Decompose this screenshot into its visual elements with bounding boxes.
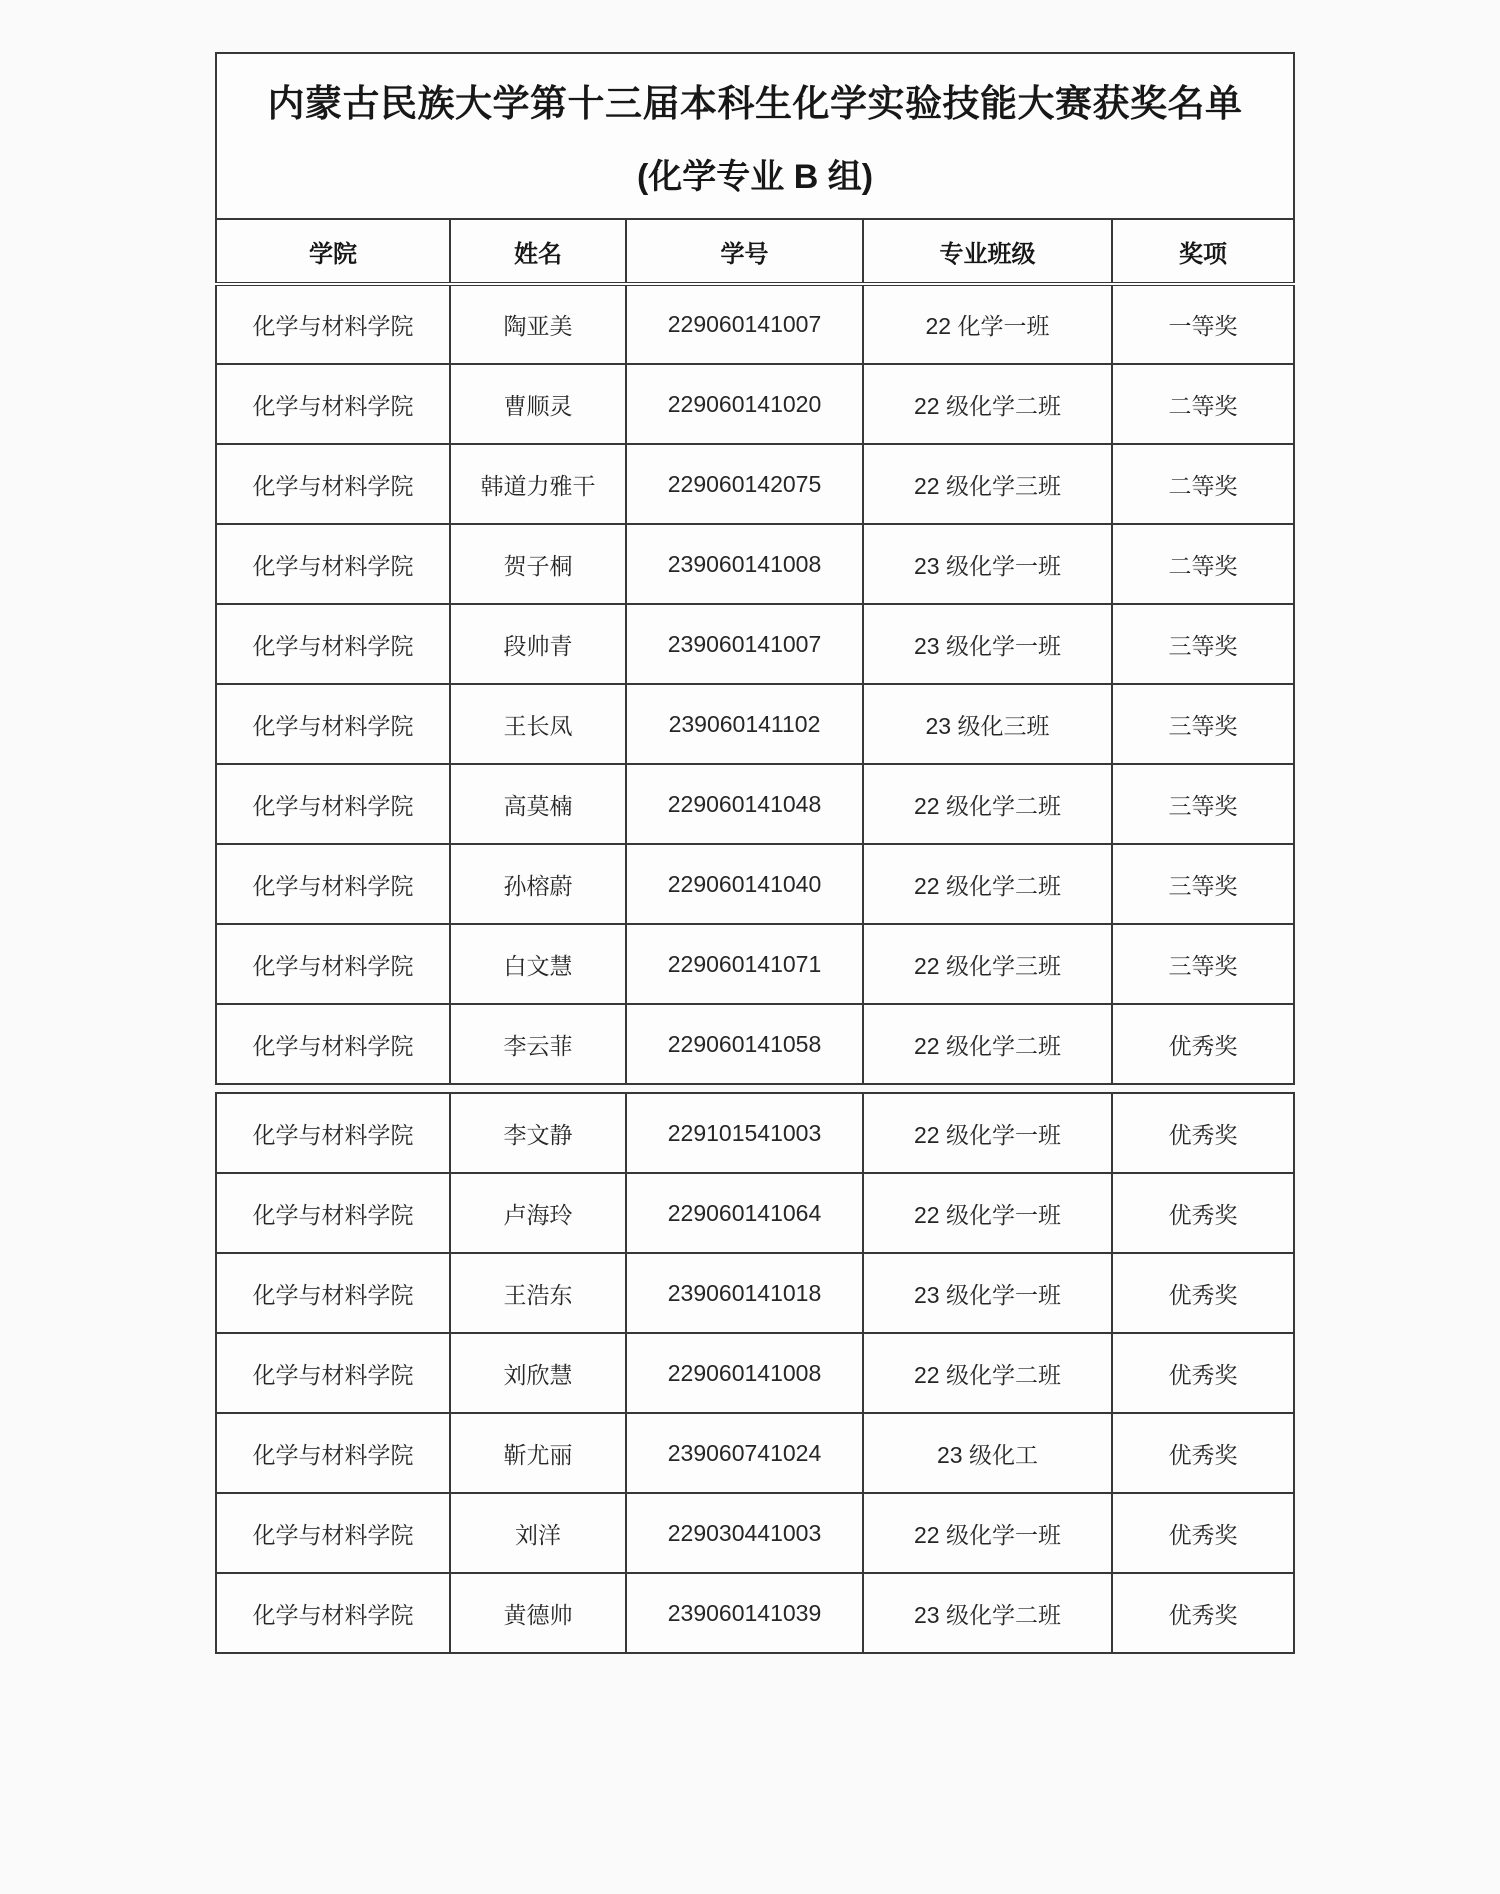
column-header-class: 专业班级 (863, 219, 1112, 284)
student-id-cell: 229060141007 (626, 284, 863, 364)
name-cell: 高莫楠 (450, 764, 626, 844)
award-cell: 优秀奖 (1112, 1333, 1294, 1413)
column-header-name: 姓名 (450, 219, 626, 284)
name-cell: 王浩东 (450, 1253, 626, 1333)
award-cell: 优秀奖 (1112, 1493, 1294, 1573)
award-cell: 优秀奖 (1112, 1004, 1294, 1084)
class-cell: 23 级化学二班 (863, 1573, 1112, 1653)
student-id-cell: 239060141018 (626, 1253, 863, 1333)
student-id-cell: 229030441003 (626, 1493, 863, 1573)
college-cell: 化学与材料学院 (216, 844, 450, 924)
award-cell: 优秀奖 (1112, 1413, 1294, 1493)
awards-table-top (215, 52, 1295, 1085)
class-cell: 22 级化学三班 (863, 924, 1112, 1004)
award-cell: 优秀奖 (1112, 1093, 1294, 1173)
college-cell: 化学与材料学院 (216, 1333, 450, 1413)
award-cell: 优秀奖 (1112, 1253, 1294, 1333)
table-row (216, 924, 1294, 1004)
table-row (216, 364, 1294, 444)
class-cell: 23 级化学一班 (863, 1253, 1112, 1333)
name-cell: 曹顺灵 (450, 364, 626, 444)
student-id-cell: 229060141020 (626, 364, 863, 444)
award-cell: 优秀奖 (1112, 1573, 1294, 1653)
college-cell: 化学与材料学院 (216, 364, 450, 444)
college-cell: 化学与材料学院 (216, 444, 450, 524)
name-cell: 刘洋 (450, 1493, 626, 1573)
student-id-cell: 229060141064 (626, 1173, 863, 1253)
college-cell: 化学与材料学院 (216, 1413, 450, 1493)
class-cell: 22 级化学一班 (863, 1093, 1112, 1173)
class-cell: 22 级化学一班 (863, 1493, 1112, 1573)
student-id-cell: 229060141058 (626, 1004, 863, 1084)
column-header-student-id: 学号 (626, 219, 863, 284)
award-cell: 三等奖 (1112, 844, 1294, 924)
award-cell: 一等奖 (1112, 284, 1294, 364)
name-cell: 李云菲 (450, 1004, 626, 1084)
class-cell: 23 级化工 (863, 1413, 1112, 1493)
college-cell: 化学与材料学院 (216, 1493, 450, 1573)
college-cell: 化学与材料学院 (216, 284, 450, 364)
table-row (216, 1004, 1294, 1084)
student-id-cell: 229060141040 (626, 844, 863, 924)
award-cell: 优秀奖 (1112, 1173, 1294, 1253)
table-row (216, 1573, 1294, 1653)
college-cell: 化学与材料学院 (216, 764, 450, 844)
class-cell: 22 级化学二班 (863, 844, 1112, 924)
college-cell: 化学与材料学院 (216, 924, 450, 1004)
award-cell: 二等奖 (1112, 364, 1294, 444)
class-cell: 22 化学一班 (863, 284, 1112, 364)
column-header-award: 奖项 (1112, 219, 1294, 284)
table-row (216, 1253, 1294, 1333)
document-title: 内蒙古民族大学第十三届本科生化学实验技能大赛获奖名单 (267, 82, 1243, 124)
table-row (216, 844, 1294, 924)
student-id-cell: 239060141008 (626, 524, 863, 604)
table-row (216, 1093, 1294, 1173)
class-cell: 23 级化三班 (863, 684, 1112, 764)
name-cell: 黄德帅 (450, 1573, 626, 1653)
college-cell: 化学与材料学院 (216, 1173, 450, 1253)
name-cell: 卢海玲 (450, 1173, 626, 1253)
student-id-cell: 239060141007 (626, 604, 863, 684)
table-row (216, 604, 1294, 684)
name-cell: 韩道力雅干 (450, 444, 626, 524)
student-id-cell: 229060141048 (626, 764, 863, 844)
award-cell: 二等奖 (1112, 524, 1294, 604)
name-cell: 贺子桐 (450, 524, 626, 604)
name-cell: 孙榕蔚 (450, 844, 626, 924)
table-row (216, 284, 1294, 364)
page (215, 52, 1293, 1654)
name-cell: 刘欣慧 (450, 1333, 626, 1413)
student-id-cell: 239060141102 (626, 684, 863, 764)
awards-table-bottom (215, 1092, 1295, 1654)
name-cell: 白文慧 (450, 924, 626, 1004)
class-cell: 23 级化学一班 (863, 604, 1112, 684)
class-cell: 22 级化学二班 (863, 1004, 1112, 1084)
table-row (216, 524, 1294, 604)
class-cell: 22 级化学一班 (863, 1173, 1112, 1253)
student-id-cell: 239060741024 (626, 1413, 863, 1493)
student-id-cell: 229060141071 (626, 924, 863, 1004)
table-row (216, 444, 1294, 524)
title-cell (216, 53, 1294, 219)
award-cell: 二等奖 (1112, 444, 1294, 524)
name-cell: 陶亚美 (450, 284, 626, 364)
table-row (216, 1173, 1294, 1253)
student-id-cell: 239060141039 (626, 1573, 863, 1653)
table-row (216, 684, 1294, 764)
college-cell: 化学与材料学院 (216, 524, 450, 604)
title-row (216, 53, 1294, 219)
college-cell: 化学与材料学院 (216, 1253, 450, 1333)
award-cell: 三等奖 (1112, 604, 1294, 684)
document-subtitle: (化学专业 B 组) (636, 157, 874, 196)
name-cell: 李文静 (450, 1093, 626, 1173)
name-cell: 段帅青 (450, 604, 626, 684)
table-row (216, 1493, 1294, 1573)
name-cell: 王长凤 (450, 684, 626, 764)
college-cell: 化学与材料学院 (216, 684, 450, 764)
student-id-cell: 229060141008 (626, 1333, 863, 1413)
award-cell: 三等奖 (1112, 924, 1294, 1004)
table-row (216, 764, 1294, 844)
college-cell: 化学与材料学院 (216, 1004, 450, 1084)
award-cell: 三等奖 (1112, 764, 1294, 844)
column-header-college: 学院 (216, 219, 450, 284)
student-id-cell: 229101541003 (626, 1093, 863, 1173)
college-cell: 化学与材料学院 (216, 604, 450, 684)
class-cell: 22 级化学二班 (863, 364, 1112, 444)
name-cell: 靳尤丽 (450, 1413, 626, 1493)
student-id-cell: 229060142075 (626, 444, 863, 524)
table-row (216, 1413, 1294, 1493)
class-cell: 22 级化学二班 (863, 764, 1112, 844)
table-row (216, 1333, 1294, 1413)
college-cell: 化学与材料学院 (216, 1573, 450, 1653)
class-cell: 22 级化学三班 (863, 444, 1112, 524)
award-cell: 三等奖 (1112, 684, 1294, 764)
class-cell: 22 级化学二班 (863, 1333, 1112, 1413)
class-cell: 23 级化学一班 (863, 524, 1112, 604)
college-cell: 化学与材料学院 (216, 1093, 450, 1173)
table-header-row (216, 219, 1294, 284)
